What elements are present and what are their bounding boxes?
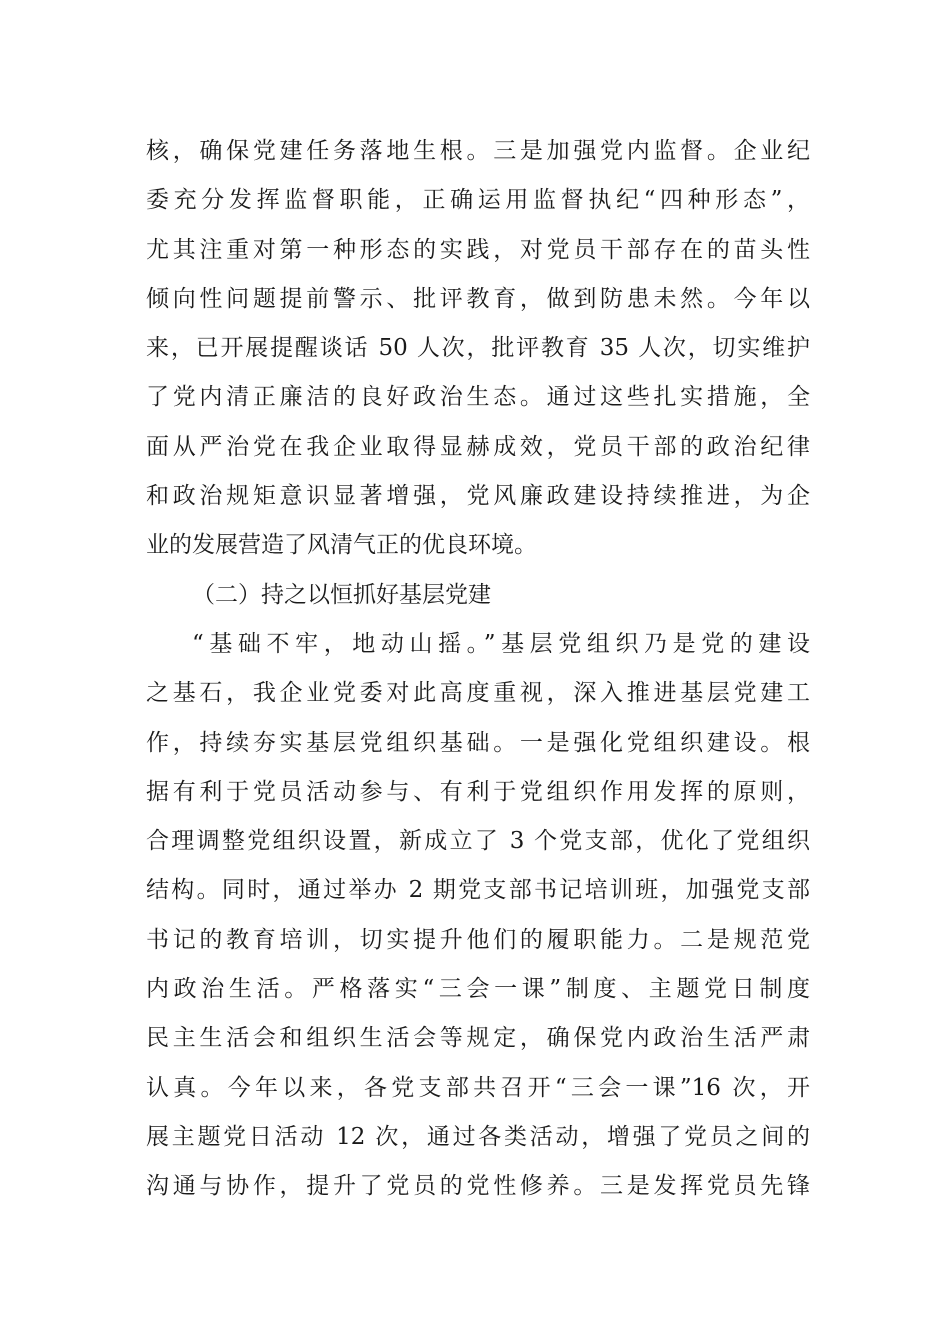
- text-line: [146, 127, 810, 176]
- section-heading: [146, 571, 810, 620]
- text-line: [146, 176, 810, 225]
- text-line-content: “基础不牢，地动山摇。”基层党组织乃是党的建设: [192, 630, 810, 657]
- section-heading-text: （二）持之以恒抓好基层党建: [192, 581, 491, 608]
- text-line-content: 民主生活会和组织生活会等规定，确保党内政治生活严肃: [146, 1025, 810, 1052]
- text-line-content: 核，确保党建任务落地生根。三是加强党内监督。企业纪: [146, 138, 810, 164]
- text-line: [146, 916, 810, 965]
- text-line: [146, 620, 810, 669]
- text-line: [146, 423, 810, 472]
- text-line-content: 沟通与协作，提升了党员的党性修养。三是发挥党员先锋: [146, 1173, 810, 1200]
- text-line-content: 据有利于党员活动参与、有利于党组织作用发挥的原则，: [146, 778, 810, 805]
- text-line: [146, 1064, 810, 1113]
- text-line-content: 合理调整党组织设置，新成立了 3 个党支部，优化了党组织: [146, 828, 810, 855]
- text-line: [146, 965, 810, 1014]
- text-line-content: 和政治规矩意识显著增强，党风廉政建设持续推进，为企: [146, 483, 810, 510]
- body-text: [146, 127, 810, 1212]
- text-line-content: 委充分发挥监督职能，正确运用监督执纪“四种形态”，: [146, 187, 810, 214]
- text-line-content: 内政治生活。严格落实“三会一课”制度、主题党日制度: [146, 976, 810, 1003]
- text-line: [146, 669, 810, 718]
- text-line-content: 结构。同时，通过举办 2 期党支部书记培训班，加强党支部: [146, 877, 810, 904]
- text-line: [146, 521, 810, 570]
- text-line: [146, 472, 810, 521]
- text-line-content: 业的发展营造了风清气正的优良环境。: [146, 532, 537, 559]
- text-line: [146, 1113, 810, 1162]
- text-line: [146, 866, 810, 915]
- text-line: [146, 719, 810, 768]
- text-line-content: 书记的教育培训，切实提升他们的履职能力。二是规范党: [146, 926, 810, 953]
- text-line-content: 展主题党日活动 12 次，通过各类活动，增强了党员之间的: [146, 1123, 810, 1150]
- text-line-content: 倾向性问题提前警示、批评教育，做到防患未然。今年以: [146, 285, 810, 312]
- text-line-content: 尤其注重对第一种形态的实践，对党员干部存在的苗头性: [146, 236, 810, 263]
- text-line: [146, 1162, 810, 1211]
- text-line: [146, 324, 810, 373]
- text-line-content: 面从严治党在我企业取得显赫成效，党员干部的政治纪律: [146, 433, 810, 460]
- text-line: [146, 373, 810, 422]
- text-line: [146, 768, 810, 817]
- text-line-content: 来，已开展提醒谈话 50 人次，批评教育 35 人次，切实维护: [146, 335, 810, 362]
- text-line: [146, 226, 810, 275]
- text-line-content: 之基石，我企业党委对此高度重视，深入推进基层党建工: [146, 680, 810, 707]
- text-line-content: 了党内清正廉洁的良好政治生态。通过这些扎实措施，全: [146, 384, 810, 411]
- text-line: [146, 1014, 810, 1063]
- text-line-content: 认真。今年以来，各党支部共召开“三会一课”16 次，开: [146, 1074, 810, 1101]
- text-line-content: 作，持续夯实基层党组织基础。一是强化党组织建设。根: [146, 729, 810, 756]
- text-line: [146, 275, 810, 324]
- text-line: [146, 817, 810, 866]
